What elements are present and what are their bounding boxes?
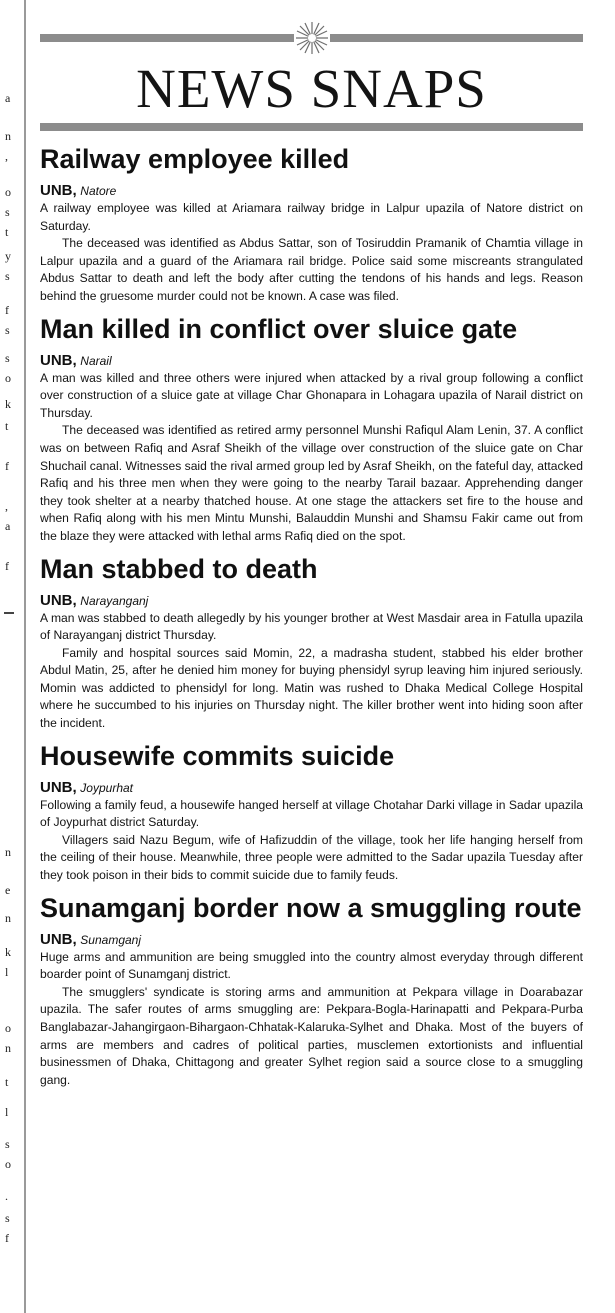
dateline-place: Narail xyxy=(80,353,112,368)
news-story xyxy=(40,142,583,306)
fragment-char: s xyxy=(5,205,10,219)
story-paragraph: A man was killed and three others were injured when attacked by a rival group following a conflict over construction of a sluice gate at village Char Ghonapara in Lohagara upazila of Narail district on Thursday. xyxy=(40,370,583,420)
fragment-char: a xyxy=(5,519,11,533)
story-paragraph: Villagers said Nazu Begum, wife of Hafizuddin of the village, took her life hanging herself from the ceiling of their house. Meanwhile, three people were admitted to the Sadar upazila Tuesday after they took poison in their bids to commit suicide due to family feuds. xyxy=(40,832,583,883)
story-dateline xyxy=(40,592,583,610)
column-rule xyxy=(4,612,14,614)
fragment-char: a xyxy=(5,91,11,105)
story-dateline xyxy=(40,931,583,949)
fragment-char: f xyxy=(5,303,9,317)
fragment-char: s xyxy=(5,351,10,365)
fragment-char: t xyxy=(5,225,9,239)
fragment-char: s xyxy=(5,1137,10,1151)
story-paragraph: Following a family feud, a housewife hanged herself at village Chotahar Darki village in Sadar upazila of Joypurhat district Saturday. xyxy=(40,797,583,830)
story-dateline xyxy=(40,779,583,797)
dateline-place: Sunamganj xyxy=(80,932,142,947)
agency-name: UNB, xyxy=(40,930,77,948)
starburst-icon xyxy=(294,20,330,56)
agency-name: UNB, xyxy=(40,778,77,796)
dateline-place: Narayanganj xyxy=(80,593,149,608)
agency-name: UNB, xyxy=(40,182,77,199)
fragment-char: k xyxy=(5,397,11,411)
agency-name: UNB, xyxy=(40,351,77,369)
agency-name: UNB, xyxy=(40,591,77,609)
fragment-char: , xyxy=(5,499,8,513)
dateline-place: Joypurhat xyxy=(80,780,133,795)
story-paragraph: The deceased was identified as retired army personnel Munshi Rafiqul Alam Lenin, 37. A conflict was on between Rafiq and Asraf Sheikh of the village over construction of the sluice gate on Char Shuchail canal. Witnesses said the rival armed group led by Asraf Sheikh, on the fateful day, attacked Rafiq and his three men when they were going to the nearby Tarail bazaar. Apprehending danger they took shelter at a nearby thatched house. At one stage the attackers set fire to the house and when Rafiq along with his men Mintu Munshi, Balauddin Munshi and Shamsu Fakir came out from the blaze they were attacked with lethal arms Rafiq died on the spot. xyxy=(40,423,583,543)
story-headline: Sunamganj border now a smuggling route xyxy=(40,892,582,923)
adjacent-column-fragment xyxy=(0,0,22,1313)
fragment-char: o xyxy=(5,1157,11,1171)
fragment-char: e xyxy=(5,883,11,897)
story-paragraph: The deceased was identified as Abdus Sattar, son of Tosiruddin Pramanik of Chamtia village in Lalpur upazila and a guard of the Ariamara rail bridge. Police said some miscreants strangulated Abdus Sattar to death and left the body after cutting the tendons of his hands and legs. Reason behind the gruesome murder could not be known. A case was filed. xyxy=(40,236,583,303)
fragment-char: s xyxy=(5,323,10,337)
fragment-char: f xyxy=(5,559,9,573)
story-paragraph: A man was stabbed to death allegedly by his younger brother at West Masdair area in Fatulla upazila of Narayanganj district Thursday. xyxy=(40,610,583,643)
story-paragraph: Huge arms and ammunition are being smuggled into the country almost everyday through different boarder point of Sunamganj district. xyxy=(40,949,583,982)
fragment-char: . xyxy=(5,1189,8,1203)
page-title: NEWS SNAPS xyxy=(136,58,487,119)
column-divider xyxy=(24,0,26,1313)
news-column xyxy=(40,18,583,1308)
fragment-char: n xyxy=(5,845,11,859)
fragment-char: f xyxy=(5,1231,9,1245)
story-paragraph: The smugglers' syndicate is storing arms and ammunition at Pekpara village in Doarabazar upazila. The safer routes of arms smuggling are: Pekpara-Bogla-Harinapatti and Pekpara-Purba Banglabazar-Jahangirgaon-Bihargaon-Chhatak-Kalaruka-Sylhet and Dhaka. Most of the buyers of arms are members and cadres of political parties, musclemen extortionists and influential businessmen of Dhaka, Chittagong and greater Sylhet region said a source close to a smuggling gang. xyxy=(40,984,583,1087)
story-paragraph: A railway employee was killed at Ariamara railway bridge in Lalpur upazila of Natore district on Saturday. xyxy=(40,201,583,233)
fragment-char: o xyxy=(5,1021,11,1035)
story-paragraph: Family and hospital sources said Momin, 22, a madrasha student, stabbed his elder brother Abdul Matin, 25, after he denied him money for buying phensidyl syrup leaving him injured seriously. Momin was addicted to phensidyl for long. Matin was rushed to Dhaka Medical College Hospital where he succumbed to his injuries on Thursday night. The killer brother went into hiding soon after the incident. xyxy=(40,645,583,731)
fragment-char: s xyxy=(5,1211,10,1225)
news-story xyxy=(40,312,583,546)
fragment-char: k xyxy=(5,945,11,959)
dateline-place: Natore xyxy=(80,184,117,198)
fragment-char: n xyxy=(5,1041,11,1055)
news-story xyxy=(40,891,583,1090)
story-headline: Man stabbed to death xyxy=(40,553,318,584)
fragment-char: l xyxy=(5,1105,9,1119)
fragment-char: l xyxy=(5,965,9,979)
fragment-char: s xyxy=(5,269,10,283)
fragment-char: o xyxy=(5,185,11,199)
story-headline: Housewife commits suicide xyxy=(40,740,395,771)
story-dateline xyxy=(40,182,583,200)
story-headline: Railway employee killed xyxy=(40,144,350,174)
masthead xyxy=(40,18,583,136)
fragment-char: , xyxy=(5,149,8,163)
fragment-char: t xyxy=(5,419,9,433)
fragment-char: f xyxy=(5,459,9,473)
story-dateline xyxy=(40,352,583,370)
fragment-char: o xyxy=(5,371,11,385)
masthead-bottom-rule xyxy=(40,123,583,131)
news-story xyxy=(40,552,583,733)
fragment-char: y xyxy=(5,249,11,263)
fragment-char: n xyxy=(5,911,11,925)
fragment-char: n xyxy=(5,129,11,143)
story-headline: Man killed in conflict over sluice gate xyxy=(40,313,518,344)
news-story xyxy=(40,739,583,885)
fragment-char: t xyxy=(5,1075,9,1089)
